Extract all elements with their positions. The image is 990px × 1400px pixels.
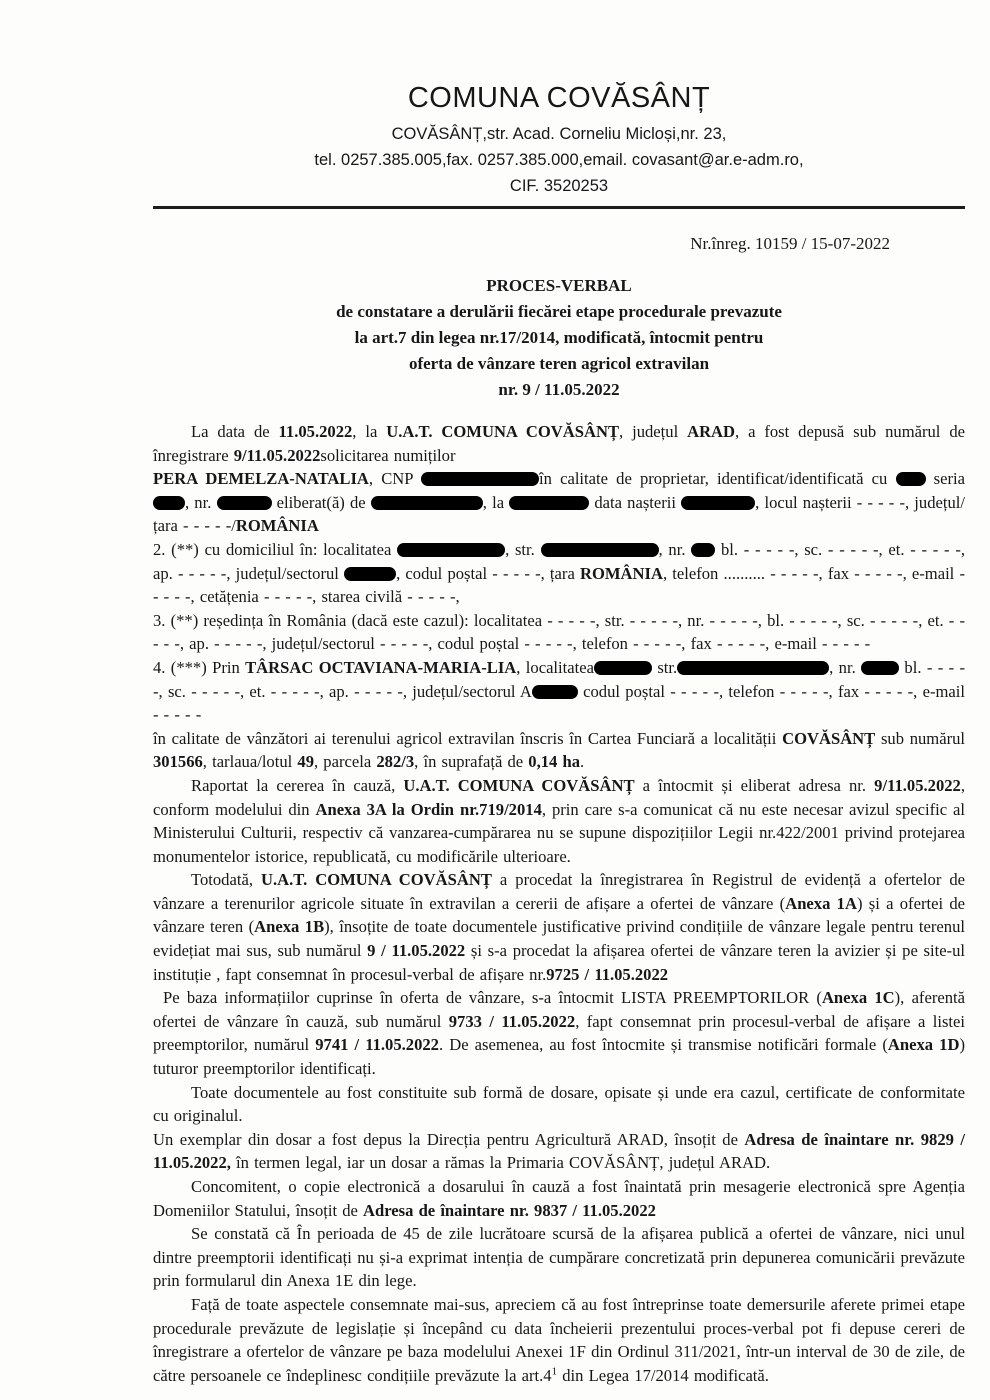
bold-text: U.A.T. COMUNA COVĂSÂNȚ bbox=[260, 870, 492, 890]
bold-text: U.A.T. COMUNA COVĂSÂNȚ bbox=[386, 422, 620, 441]
text-run: Totodată, bbox=[191, 870, 261, 890]
redaction-box bbox=[677, 661, 829, 675]
bold-text: ROMÂNIA bbox=[235, 516, 319, 536]
bold-text: COVĂSÂNȚ bbox=[782, 728, 876, 748]
paragraph bbox=[153, 727, 965, 774]
text-run: a procedat la înregistrarea în Registrul de evidență a ofertelor de vânzare a terenurilor agricole situate în extravilan a cererii de afișare a ofertei de vânzare ( bbox=[153, 870, 965, 913]
text-run: , telefon .......... - - - - -, fax - - - - -, e-mail - - - - -, cetățenia - - - - -, starea civilă - - - - -, bbox=[153, 563, 965, 607]
bold-text: Anexa 3A la Ordin nr.719/2014 bbox=[315, 799, 542, 819]
text-run: , str. bbox=[505, 539, 541, 559]
bold-text: Anexa 1A bbox=[785, 893, 857, 913]
title-line-2: de constatare a derulării fiecărei etape procedurale prevazute bbox=[336, 302, 782, 321]
text-run: . bbox=[580, 752, 585, 772]
paragraph bbox=[153, 1128, 965, 1175]
bold-text: 0,14 ha bbox=[528, 752, 580, 772]
redaction-box bbox=[397, 543, 505, 557]
paragraph bbox=[153, 467, 965, 538]
text-run: , în suprafață de bbox=[414, 752, 529, 772]
bold-text: 11.05.2022 bbox=[278, 422, 353, 441]
org-contact: tel. 0257.385.005,fax. 0257.385.000,email. covasant@ar.e-adm.ro, bbox=[314, 151, 804, 169]
paragraph bbox=[153, 868, 965, 986]
bold-text: Anexa 1C bbox=[821, 988, 895, 1008]
text-run: codul poștal - - - - -, telefon - - - - -, fax - - - - -, e-mail - - - - - bbox=[153, 681, 965, 725]
bold-text: 282/3 bbox=[376, 752, 415, 772]
text-run: , parcela bbox=[314, 752, 377, 772]
text-run: La data de bbox=[191, 422, 279, 441]
document-body bbox=[153, 420, 965, 1387]
text-run: în termen legal, iar un dosar a rămas la Primaria COVĂSÂNȚ, județul ARAD. bbox=[230, 1153, 771, 1173]
text-run: , județul bbox=[619, 422, 688, 441]
org-address: COVĂSÂNȚ,str. Acad. Corneliu Micloși,nr. 23, bbox=[391, 125, 727, 143]
bold-text: 9733 / 11.05.2022 bbox=[448, 1011, 576, 1031]
org-name: COMUNA COVĂSÂNȚ bbox=[407, 82, 711, 114]
paragraph bbox=[153, 420, 965, 467]
paragraph bbox=[153, 986, 965, 1080]
text-run: , la bbox=[482, 492, 510, 512]
text-run: și s-a procedat la afișarea ofertei de vânzare teren la avizier și pe site-ul instituție , fapt consemnat în procesul-verbal de afișare nr. bbox=[153, 941, 965, 984]
bold-text: 9/11.05.2022 bbox=[874, 775, 961, 795]
text-run: eliberat(ă) de bbox=[271, 492, 371, 512]
paragraph bbox=[153, 1293, 965, 1387]
text-run: ), aferentă ofertei de vânzare în cauză, sub numărul bbox=[153, 988, 965, 1031]
paragraph bbox=[153, 1222, 965, 1293]
bold-text: Adresa de înaintare nr. 9837 / 11.05.2022 bbox=[363, 1200, 656, 1220]
title-line-4: oferta de vânzare teren agricol extravilan bbox=[408, 354, 710, 373]
text-run: în calitate de proprietar, identificat/identificată cu bbox=[539, 469, 896, 489]
text-run: 2. (**) cu domiciliul în: localitatea bbox=[153, 539, 398, 559]
redaction-box bbox=[691, 543, 715, 557]
text-run: Față de toate aspectele consemnate mai-sus, apreciem că au fost întreprinse toate demersurile aferete primei etape procedurale prevăzute de legislație și începând cu data încheierii prezentului proces-verbal pot fi depuse cereri de înregistrare a ofertelor de vânzare pe baza modelului Anexei 1F din Ordinul 311/2021, într-un interval de 30 de zile, de către persoanele ce îndeplinesc condițiile prevăzute la art.4 bbox=[153, 1294, 965, 1385]
paragraph bbox=[153, 656, 965, 727]
bold-text: ROMÂNIA bbox=[579, 563, 663, 583]
redaction-box bbox=[509, 496, 589, 510]
text-run: solicitarea numiților bbox=[320, 445, 456, 465]
text-run: , localitatea bbox=[516, 657, 594, 677]
redaction-box bbox=[217, 496, 272, 510]
bold-text: Anexa 1B bbox=[254, 917, 325, 937]
bold-text: 9/11.05.2022 bbox=[233, 445, 321, 465]
text-run: data nașterii bbox=[589, 492, 682, 512]
title-line-1: PROCES-VERBAL bbox=[486, 276, 632, 295]
paragraph bbox=[153, 1175, 965, 1222]
redaction-box bbox=[541, 543, 659, 557]
title-line-5: nr. 9 / 11.05.2022 bbox=[498, 380, 620, 399]
paragraph bbox=[153, 538, 965, 609]
text-run: bl. - - - - -, sc. - - - - -, et. - - - - -, ap. - - - - -, județul/sectorul A bbox=[153, 657, 965, 701]
letterhead-divider bbox=[153, 206, 965, 209]
org-cif: CIF. 3520253 bbox=[509, 177, 609, 195]
text-run: , CNP bbox=[368, 469, 422, 489]
bold-text: TÂRSAC OCTAVIANA-MARIA-LIA bbox=[245, 657, 517, 677]
paragraph bbox=[153, 1081, 965, 1128]
text-run: Raportat la cererea în cauză, bbox=[191, 775, 404, 795]
redaction-box bbox=[896, 472, 926, 486]
text-run: , codul poștal - - - - -, țara bbox=[396, 563, 580, 583]
text-run: , fapt consemnat prin procesul-verbal de afișare a listei preemptorilor, numărul bbox=[153, 1011, 966, 1055]
text-run: , tarlaua/lotul bbox=[202, 752, 298, 772]
text-run: , la bbox=[352, 422, 387, 441]
bold-text: 9725 / 11.05.2022 bbox=[546, 964, 669, 984]
registration-number: Nr.înreg. 10159 / 15-07-2022 bbox=[690, 234, 890, 253]
text-run: , locul nașterii - - - - -, județul/țara - - - - -/ bbox=[153, 492, 965, 536]
text-run: ) și a ofertei de vânzare teren ( bbox=[153, 893, 965, 937]
bold-text: ARAD bbox=[687, 422, 736, 441]
text-run: , prin care s-a comunicat că nu este necesar avizul specific al Ministerului Culturii, respectiv că vanzarea-cumpărarea nu se supune dispozițiilor Legii nr.422/2001 privind protejarea monumentelor istorice, republicată, cu modificările ulterioare. bbox=[153, 799, 965, 866]
text-run: a întocmit și eliberat adresa nr. bbox=[634, 775, 875, 795]
text-run: 3. (**) reședința în România (dacă este cazul): localitatea - - - - -, str. - - - - -, nr. - - - - -, bl. - - - - -, sc. - - - - -, et. - - - - -, ap. - - - - -, județul/sectorul - - - - -, codul poștal - - - - -, telefon - - - - -, fax - - - - -, e-mail - - - - - bbox=[153, 610, 965, 654]
text-run: în calitate de vânzători ai terenului agricol extravilan înscris în Cartea Funciară a localității bbox=[153, 728, 783, 748]
bold-text: Anexa 1D bbox=[887, 1035, 960, 1055]
redaction-box bbox=[532, 685, 578, 699]
text-run: , a fost depusă sub numărul de înregistrare bbox=[153, 422, 965, 465]
redaction-box bbox=[344, 567, 396, 581]
text-run: , conform modelului din bbox=[153, 775, 965, 819]
text-run: bl. - - - - -, sc. - - - - -, et. - - - - -, ap. - - - - -, județul/sectorul bbox=[153, 539, 965, 583]
redaction-box bbox=[153, 496, 185, 510]
redaction-box bbox=[421, 472, 539, 486]
text-run: 4. (***) Prin bbox=[153, 657, 246, 677]
bold-text: 9 / 11.05.2022 bbox=[367, 941, 466, 961]
bold-text: 9741 / 11.05.2022 bbox=[315, 1035, 439, 1055]
text-run: . De asemenea, au fost întocmite și transmise notificări formale ( bbox=[438, 1035, 888, 1055]
text-run: str. bbox=[651, 657, 678, 677]
text-run: ) tuturor preemptorilor identificați. bbox=[153, 1035, 965, 1079]
text-run: Pe baza informațiilor cuprinse în oferta de vânzare, s-a întocmit LISTA PREEMPTORILOR ( bbox=[163, 988, 822, 1008]
text-run: , nr. bbox=[185, 492, 217, 512]
text-run: , nr. bbox=[829, 657, 862, 677]
redaction-box bbox=[594, 661, 652, 675]
letterhead bbox=[153, 0, 965, 199]
text-run: sub numărul bbox=[875, 728, 966, 748]
text-run: , nr. bbox=[658, 539, 692, 559]
redaction-box bbox=[681, 496, 755, 510]
text-run: Concomitent, o copie electronică a dosarului în cauză a fost înaintată prin mesagerie electronică spre Agenția Domeniilor Statului, însoțit de bbox=[153, 1177, 965, 1220]
bold-text: 49 bbox=[297, 752, 314, 772]
bold-text: PERA DEMELZA-NATALIA bbox=[153, 469, 369, 489]
superscript: 1 bbox=[551, 1365, 558, 1378]
text-run: Un exemplar din dosar a fost depus la Direcția pentru Agricultură ARAD, însoțit de bbox=[153, 1129, 745, 1149]
bold-text: U.A.T. COMUNA COVĂSÂNȚ bbox=[403, 775, 635, 795]
paragraph bbox=[153, 609, 965, 656]
text-run: ), însoțite de toate documentele justificative privind condițiile de vânzare legale pentru terenul evidețiat mai sus, sub numărul bbox=[153, 917, 965, 961]
redaction-box bbox=[861, 661, 899, 675]
bold-text: Adresa de înaintare nr. 9829 / 11.05.2022, bbox=[153, 1129, 965, 1173]
redaction-box bbox=[371, 496, 483, 510]
text-run: din Legea 17/2014 modificată. bbox=[557, 1365, 769, 1385]
title-line-3: la art.7 din legea nr.17/2014, modificată, întocmit pentru bbox=[354, 328, 764, 347]
text-run: Se constată că În perioada de 45 de zile lucrătoare scursă de la afișarea publică a ofertei de vânzare, nici unul dintre preemptorii identificați nu și-a exprimat intenția de cumpărare concretizată prin depunerea comunicării prevăzute prin formularul din Anexa 1E din lege. bbox=[153, 1224, 965, 1291]
text-run: Toate documentele au fost constituite sub formă de dosare, opisate și unde era cazul, certificate de conformitate cu originalul. bbox=[153, 1082, 965, 1126]
bold-text: 301566 bbox=[153, 752, 203, 772]
text-run: seria bbox=[925, 469, 965, 489]
document-title bbox=[153, 273, 965, 403]
paragraph bbox=[153, 774, 965, 868]
